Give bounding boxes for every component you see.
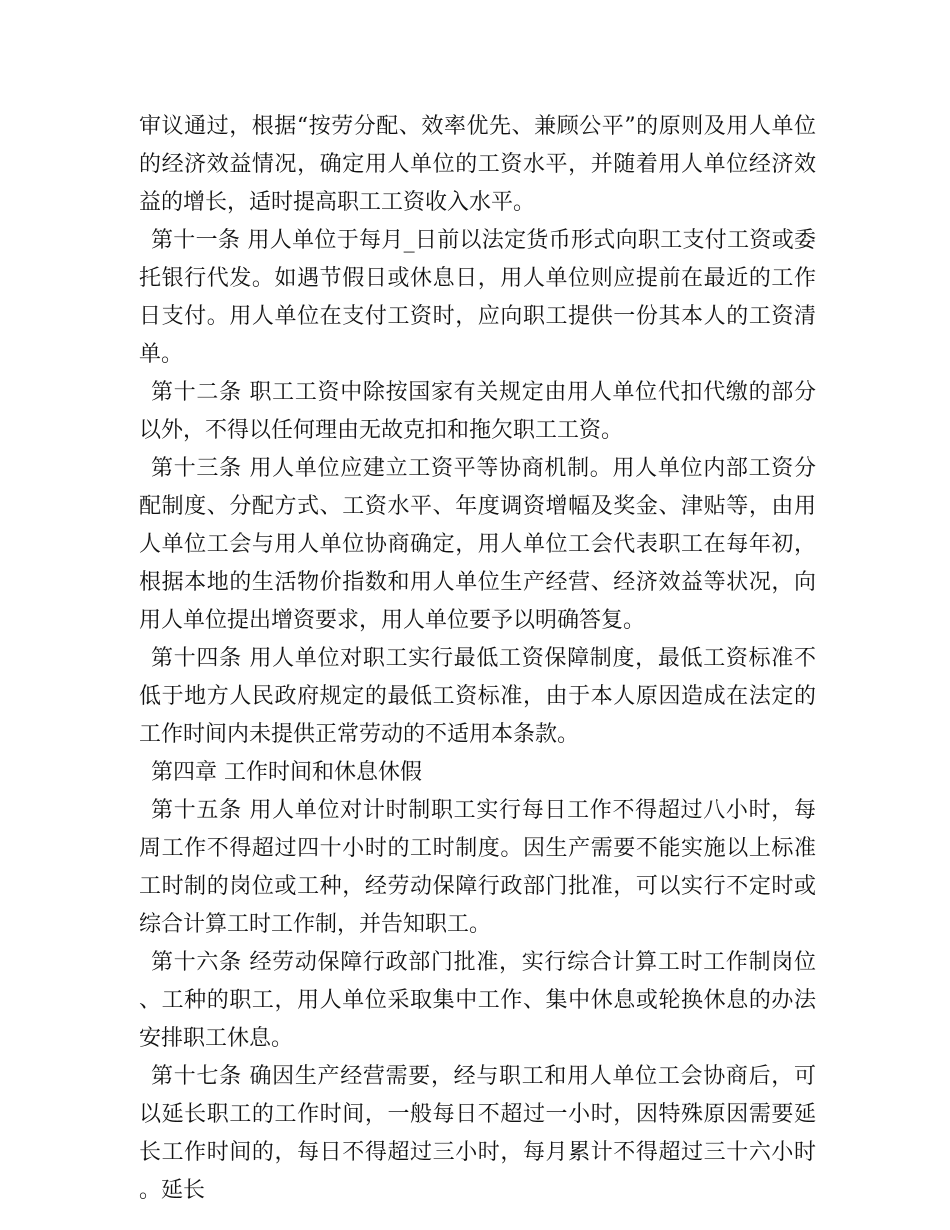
chapter-heading: 第四章 工作时间和休息休假 (151, 760, 422, 785)
paragraph-article-11: 第十一条 用人单位于每月_日前以法定货币形式向职工支付工资或委托银行代发。如遇节假日或休息日，用人单位则应提前在最近的工作日支付。用人单位在支付工资时，应向职工提供一份其本人的工资清单。 (139, 228, 816, 367)
paragraph-article-17: 第十七条 确因生产经营需要，经与职工和用人单位工会协商后，可以延长职工的工作时间，一般每日不超过一小时，因特殊原因需要延长工作时间的，每日不得超过三小时，每月累计不得超过三十六小时。延长 (139, 1064, 816, 1203)
document-body (139, 108, 816, 1210)
paragraph-continuation: 审议通过，根据“按劳分配、效率优先、兼顾公平”的原则及用人单位的经济效益情况，确定用人单位的工资水平，并随着用人单位经济效益的增长，适时提高职工工资收入水平。 (139, 114, 816, 215)
paragraph-article-14: 第十四条 用人单位对职工实行最低工资保障制度，最低工资标准不低于地方人民政府规定的最低工资标准，由于本人原因造成在法定的工作时间内未提供正常劳动的不适用本条款。 (139, 646, 816, 747)
paragraph-article-16: 第十六条 经劳动保障行政部门批准，实行综合计算工时工作制岗位、工种的职工，用人单位采取集中工作、集中休息或轮换休息的办法安排职工休息。 (139, 950, 816, 1051)
paragraph-article-15: 第十五条 用人单位对计时制职工实行每日工作不得超过八小时，每周工作不得超过四十小时的工时制度。因生产需要不能实施以上标准工时制的岗位或工种，经劳动保障行政部门批准，可以实行不定时或综合计算工时工作制，并告知职工。 (139, 798, 816, 937)
paragraph-article-12: 第十二条 职工工资中除按国家有关规定由用人单位代扣代缴的部分以外，不得以任何理由无故克扣和拖欠职工工资。 (139, 380, 816, 443)
paragraph-article-13: 第十三条 用人单位应建立工资平等协商机制。用人单位内部工资分配制度、分配方式、工资水平、年度调资增幅及奖金、津贴等，由用人单位工会与用人单位协商确定，用人单位工会代表职工在每年初，根据本地的生活物价指数和用人单位生产经营、经济效益等状况，向用人单位提出增资要求，用人单位要予以明确答复。 (139, 456, 816, 633)
